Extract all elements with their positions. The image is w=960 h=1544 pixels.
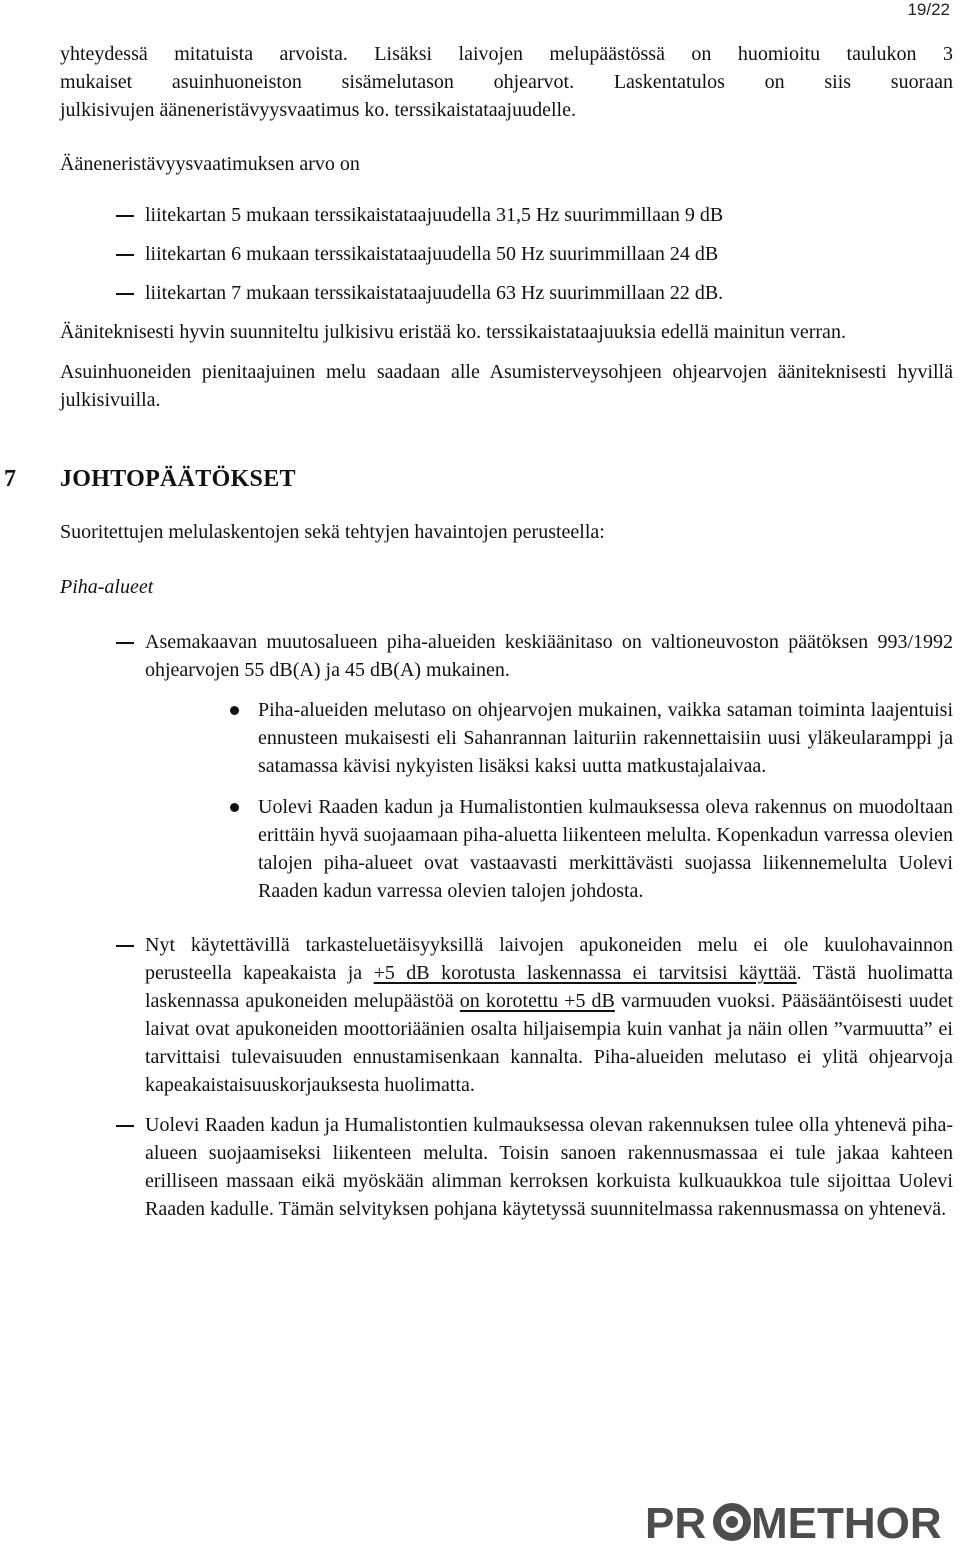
list-item: liitekartan 5 mukaan terssikaistataajuudella 31,5 Hz suurimmillaan 9 dB: [60, 201, 953, 229]
item-text: Uolevi Raaden kadun ja Humalistontien kulmauksessa olevan rakennuksen tulee olla yhtenevä piha-alueen suojaamiseksi liikenteen melulta. Toisin sanoen rakennusmassaa ei tule jakaa kahteen erilliseen massaan eikä myöskään alimman kerroksen korkuista kulkuaukkoa tule sijoittaa Uolevi Raaden kadulle. Tämän selvityksen pohjana käytetyssä suunnitelmassa rakennusmassa on yhtenevä.: [145, 1114, 953, 1220]
intro-line: mukaiset asuinhuoneiston sisämelutason ohjearvot. Laskentatulos on siis suoraan: [60, 71, 953, 93]
promethor-logo: [645, 1498, 957, 1544]
conclusions-intro: Suoritettujen melulaskentojen sekä tehtyjen havaintojen perusteella:: [60, 521, 605, 543]
bullet-text: Piha-alueiden melutaso on ohjearvojen mukainen, vaikka sataman toiminta laajentuisi ennusteen mukaisesti eli Sahanrannan laituriin rakennettaisiin uusi yläkeularamppi ja satamassa kävisi nykyisten lisäksi kaksi uutta matkustajalaivaa.: [258, 699, 953, 777]
underlined-text: on korotettu +5 dB: [459, 990, 615, 1012]
paragraph-indoor: Asuinhuoneiden pienitaajuinen melu saadaan alle Asumisterveysohjeen ohjearvojen ääniteknisesti hyvillä julkisivuilla.: [60, 361, 953, 411]
section-title: JOHTOPÄÄTÖKSET: [60, 466, 296, 492]
logo-o-icon: [717, 1507, 747, 1537]
document-body: [4, 40, 953, 1223]
list-item: [60, 628, 953, 684]
section-heading: [4, 464, 953, 494]
list-item: liitekartan 7 mukaan terssikaistataajuudella 63 Hz suurimmillaan 22 dB.: [60, 279, 953, 307]
logo-text-suffix: METHOR: [751, 1499, 942, 1544]
section-number: 7: [4, 466, 17, 492]
text-span: . Tästä huolimatta laskennassa apukoneiden melupäästöä: [145, 962, 953, 1012]
text-span: varmuuden vuoksi. Pääsääntöisesti uudet laivat ovat apukoneiden moottoriäänien osalta hiljaisempia kuin vanhat ja näin ollen ”varmuutta” ei tarvittaisi tulevaisuuden ennustamisenkaan kannalta. Piha-alueiden melutaso ei ylitä ohjearvoja kapeakaistaisuuskorjauksesta huolimatta.: [145, 990, 953, 1096]
item-text: [145, 931, 953, 1099]
item-text: Asemakaavan muutosalueen piha-alueiden keskiäänitaso on valtioneuvoston päätöksen 993/1992 ohjearvojen 55 dB(A) ja 45 dB(A) mukainen.: [145, 631, 953, 681]
bullet-text: Uolevi Raaden kadun ja Humalistontien kulmauksessa oleva rakennus on muodoltaan erittäin hyvä suojaamaan piha-aluetta liikenteen melulta. Kopenkadun varressa olevien talojen piha-alueet ovat vastaavasti merkittävästi suojassa liikennemelulta Uolevi Raaden kadun varressa olevien talojen johdosta.: [258, 796, 953, 902]
page-number: 19/22: [907, 0, 950, 19]
logo-text-prefix: PR: [645, 1499, 707, 1544]
list-item: [60, 1111, 953, 1223]
bullet-item: [60, 793, 953, 905]
conclusion-list: [60, 931, 953, 1223]
bullet-item: [60, 696, 953, 780]
underlined-text: +5 dB korotusta laskennassa ei tarvitsisi käyttää: [373, 962, 797, 984]
bullet-list: [60, 696, 953, 905]
paragraph-facade: Ääniteknisesti hyvin suunniteltu julkisivu eristää ko. terssikaistataajuuksia edellä mainitun verran.: [60, 321, 846, 343]
text-span: Nyt käytettävillä tarkasteluetäisyyksillä laivojen apukoneiden melu ei ole kuulohavainnon perusteella kapeakaista ja: [145, 934, 953, 984]
requirement-list: [60, 201, 953, 307]
list-item: liitekartan 6 mukaan terssikaistataajuudella 50 Hz suurimmillaan 24 dB: [60, 240, 953, 268]
intro-line: julkisivujen ääneneristävyysvaatimus ko. terssikaistataajuudelle.: [60, 99, 576, 121]
conclusion-list: [60, 628, 953, 684]
subheading: Piha-alueet: [60, 576, 154, 598]
list-item: [60, 931, 953, 1099]
intro-line: yhteydessä mitatuista arvoista. Lisäksi laivojen melupäästössä on huomioitu taulukon 3: [60, 43, 953, 65]
requirement-title: Ääneneristävyysvaatimuksen arvo on: [60, 153, 360, 175]
